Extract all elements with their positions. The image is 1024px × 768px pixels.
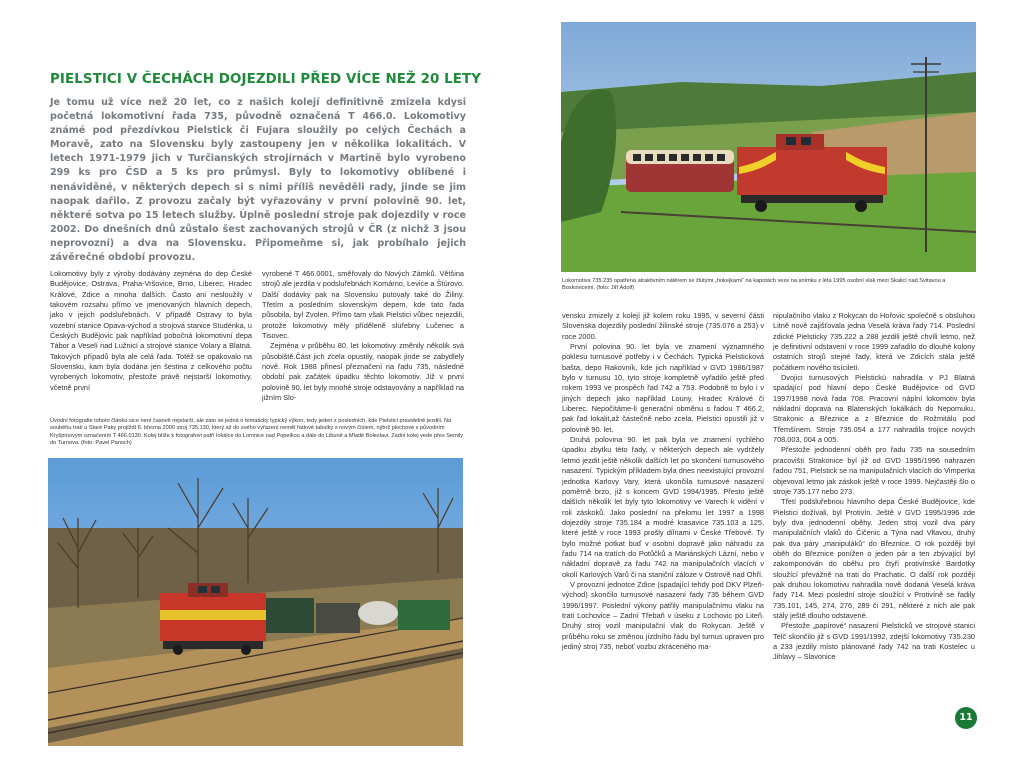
paragraph: Přestože „papírové“ nasazení Pielsticků ve strojové stanici Telč skončilo již s GVD 1991/1992, zdejší lokomotivy 735.230 a 233 jezdily místo plánované řady 742 na trati Kostelec u Jihlavy – Slavonice: [773, 621, 975, 662]
photo-freight-train: [48, 458, 463, 746]
paragraph: nipulačního vlaku z Rokycan do Hořovic společně s obsluhou Litně nově zajišťovala jedna Veselá kráva řady 714. Poslední zdické Pielsticky 735.222 a 288 jezdili ještě chvíli letmo, než je definitivní odstavení v roce 1999 zařadilo do dlouhé kolony ostatních strojů stejné řady, která ve Zdicích stála ještě počátkem nového tisíciletí.: [773, 311, 975, 372]
paragraph: Lokomotivy byly z výroby dodávány zejména do dep České Budějovice, Ostrava, Praha-Vršovice, Brno, Liberec, Hradec Králové, Zdice a mnoha dalších. Často ani nesloužily v takovém rozsahu přímo ve jmenovaných hlavních depech, jako v jejich podsluřebnách. V případě Ostravy to byla vozební stanice Opava-východ a strojová stanice Studénka, u Českých Budějovic pak například pobočná lokomotivní depa Tábor a Veselí nad Lužnicí a strojové stanice Volary a Blatná. Takových případů byla ale celá řada. Totéž se opakovalo na Slovensku, kam byla dodána jen šestina z celkového počtu vyrobených lokomotiv, přestože právě nejstarší lokomotivy, včetně první: [50, 269, 252, 392]
paragraph: První polovina 90. let byla ve znamení významného poklesu turnusové potřeby i v Čechách. Typická Pielsticková bašta, depo Rakovník, kde jich například v GVD 1986/1987 bylo v turnusu 10, tyto stroje kompletně vyřadilo ještě před rokem 1993 ve prospěch řad 742 a 753. Podobně to bylo i v jiných depech jako například Louny, Hradec Králové či Liberec. Nepočítáme-li generační obměnu s řadou T 466.2, pak řad lokalit,až částečně nebo zcela, Pielstici opustili již v polovině 90. let.: [562, 342, 764, 434]
paragraph: Dvojici turnusových Pielstickú nahradila v PJ Blatná spadající pod hlavní depo České Budějovice od GVD 1997/1998 nová řada 708. Pracovní náplní lokomotiv byla nákladní doprava na Blatenských lokálkách do Nepomuku, Strakonic a Březnice a z Březnice do Rožmitálu pod Třemšínem. Stroje 735.054 a 177 nahradila trojice nových 708.003, 004 a 005.: [773, 373, 975, 445]
paragraph: Zejména v průběhu 80. let lokomotivy změnily několik svá působiště.Část jich zcela opustily, naopak jinde se zabydlely nově. Rok 1988 přinesl přeznačení na řadu 735, následné období pak začátek úpadku těchto lokomotiv. Již v první polovině 90. let byly mnohé stroje odstavovány a například na jižním Slo-: [262, 341, 464, 403]
paragraph: Druhá polovina 90. let pak byla ve znamení rychlého úpadku zbytku této řady, v některých depech ale vydržely letmo jezdit ještě několik dalších let po skončení turnusového nasazení. Typickým příkladem byla dnes neexistující provozní jednotka Karlovy Vary, která ukončila turnusové nasazení poměrně brzo, již s koncem GVD 1994/1995. Přesto ještě dalších několik let byly tyto lokomotivy ve Varech k vidění v roli záskoků. Jako poslední na přelomu let 1997 a 1998 dojezdily stroje 735.184 a modré krasavice 735.103 a 125, které ještě v roce 1993 prošly dílnami v České Třebové. Ty bylo možné potkat buď v osobní dopravě jako náhradu za řadu 714 na tratích do Potůčků a Mariánských Lázní, nebo v nákladní dopravě za řadu 742 na manipulačních vlacích v okolí Karlových Varů či na staniční záloze v Ostrově nad Ohří.: [562, 435, 764, 579]
photo-caption-1: Úvodní fotografie tohoto článku sice není časově nejstarší, ale zato se jedná o tematicky typický výkon, tedy jeden z posledních, kde Pielstici pravidelně jezdili. Na souběhu tratí u Staré Paky projíždí 6. března 2000 stroj 735.130, který až do svého vyřazení neměl řadové tabulky s novým číslem, nýbrž plechové s původním Kryšpínovým označením T 466.0130. Kolej blíže k fotografovi patří lokálce do Lomnice nad Popelkou a dále do Libuně a Mladé Boleslavi. Zadní kolej vede přes Semily do Turnova. (foto: Pavel Panoch): [50, 418, 464, 447]
paragraph: Přestože jednodenní oběh pro řadu 735 na sousedním pracovišti Strakonice byl již od GVD 1995/1996 nahrazen řadou 751, Pielstick se na manipulačních vlacích do Vimperka objevoval letmo jak záskok ještě v roce 1999. Nejčastěji šlo o stroje 735.177 nebo 273.: [773, 445, 975, 496]
photo-caption-2: Lokomotiva 735.235 opatřená atraktivním nátěrem se žlutými „hokejkami“ na kapotách veze na snímku z léta 1995 osobní vlak mezi Skalicí nad Svitavou a Boskovicemi. (foto: Jiří Adolf): [562, 278, 946, 292]
text-column-1: [50, 269, 252, 393]
text-column-3: [562, 311, 764, 652]
article-lead: Je tomu už více než 20 let, co z našich kolejí definitivně zmizela kdysi početná lokomotivní řada 735, původně označená T 466.0. Lokomotivy známé pod přezdívkou Pielstick či Fujara sloužily po celých Čechách a Moravě, zato na Slovensku byly zastoupeny jen v několika lokalitách. V letech 1971-1979 jich v Turčianských strojírnách v Martině bylo vyrobeno 299 ks pro ČSD a 5 ks pro průmysl. Byly to lokomotivy oblíbené i nenáviděné, v některých depech si s nimi příliš nevěděli rady, jinde se jim naopak dařilo. Z provozu začaly být vyřazovány v první polovině 90. let, některé sotva po 15 letech služby. Úplně poslední stroje pak dojezdily v roce 2002. Do dnešních dnů zůstalo šest zachovaných strojů v ČR (z nichž 3 jsou neprovozní) a dva na Slovensku. Připomeňme si, jak probíhalo jejich závěrečné období provozu.: [50, 97, 466, 264]
paragraph: vyrobené T 466.0001, směřovaly do Nových Zámků. Většina strojů ale jezdila v podsluřebnách Komárno, Levice a Štúrovo. Další dodávky pak na Slovensku putovaly také do Žiliny. Třetím a posledním slovenským depem, kde tato řada působila, byl Zvolen. Přímo tam však Pielstici vůbec nejezdili, protože lokomotivy měly příděleně sluřebny Lučenec a Tisovec.: [262, 269, 464, 341]
paragraph: vensku zmizely z kolejí již kolem roku 1995, v severní části Slovenska dojezdily poslední žilinské stroje (735.076 a 253) v roce 2000.: [562, 311, 764, 341]
page-number-badge: 11: [955, 707, 977, 729]
paragraph: Třetí podsluřebnou hlavního depa České Budějovice, kde Pielstici dožívali, byl Protivín. Ještě v GVD 1995/1996 zde byly dva jednodenní oběhy. Jeden stroj vozil dva páry manipulačních vlaků do Čičenic a Týna nad Vltavou, druhý pak dva páry „manipuláků“ do Březnice. O rok později byl oběh do Březnice ponížen o jeden pár a ten zbývající byl zakomponován do oběhu pro čtyři protivínské Bardotky sloužící převážně na trati do Prachatic. O další rok později pak druhou lokomotivu nahradila nově dodaná Veselá kráva řady 714. Mezi poslední stroje sloužící v Protivíně se řadily 735.101, 145, 274, 276, 289 či 291, některé z nich ale pak stály ještě dlouho odstavené.: [773, 497, 975, 620]
article-title: PIELSTICI V ČECHÁCH DOJEZDILI PŘED VÍCE NEŽ 20 LETY: [50, 72, 482, 87]
text-column-4: [773, 311, 975, 663]
text-column-2: [262, 269, 464, 403]
photo-passenger-train: [561, 22, 976, 272]
paragraph: V provozní jednotce Zdice (spadající tehdy pod DKV Plzeň-východ) skončilo turnusové nasazení řady 735 během GVD 1996/1997. Poslední výkony patřily manipulačnímu vlaku na trati Lochovice – Zadní Třebaň v úseku z Lochovic po Liteň. Druhý stroj vozil manipulační vlak do Rokycan. Ještě v průběhu roku se změnou jízdního řádu byl turnus upraven pro jediný stroj 735, neboť vozbu zkráceného ma-: [562, 579, 764, 651]
